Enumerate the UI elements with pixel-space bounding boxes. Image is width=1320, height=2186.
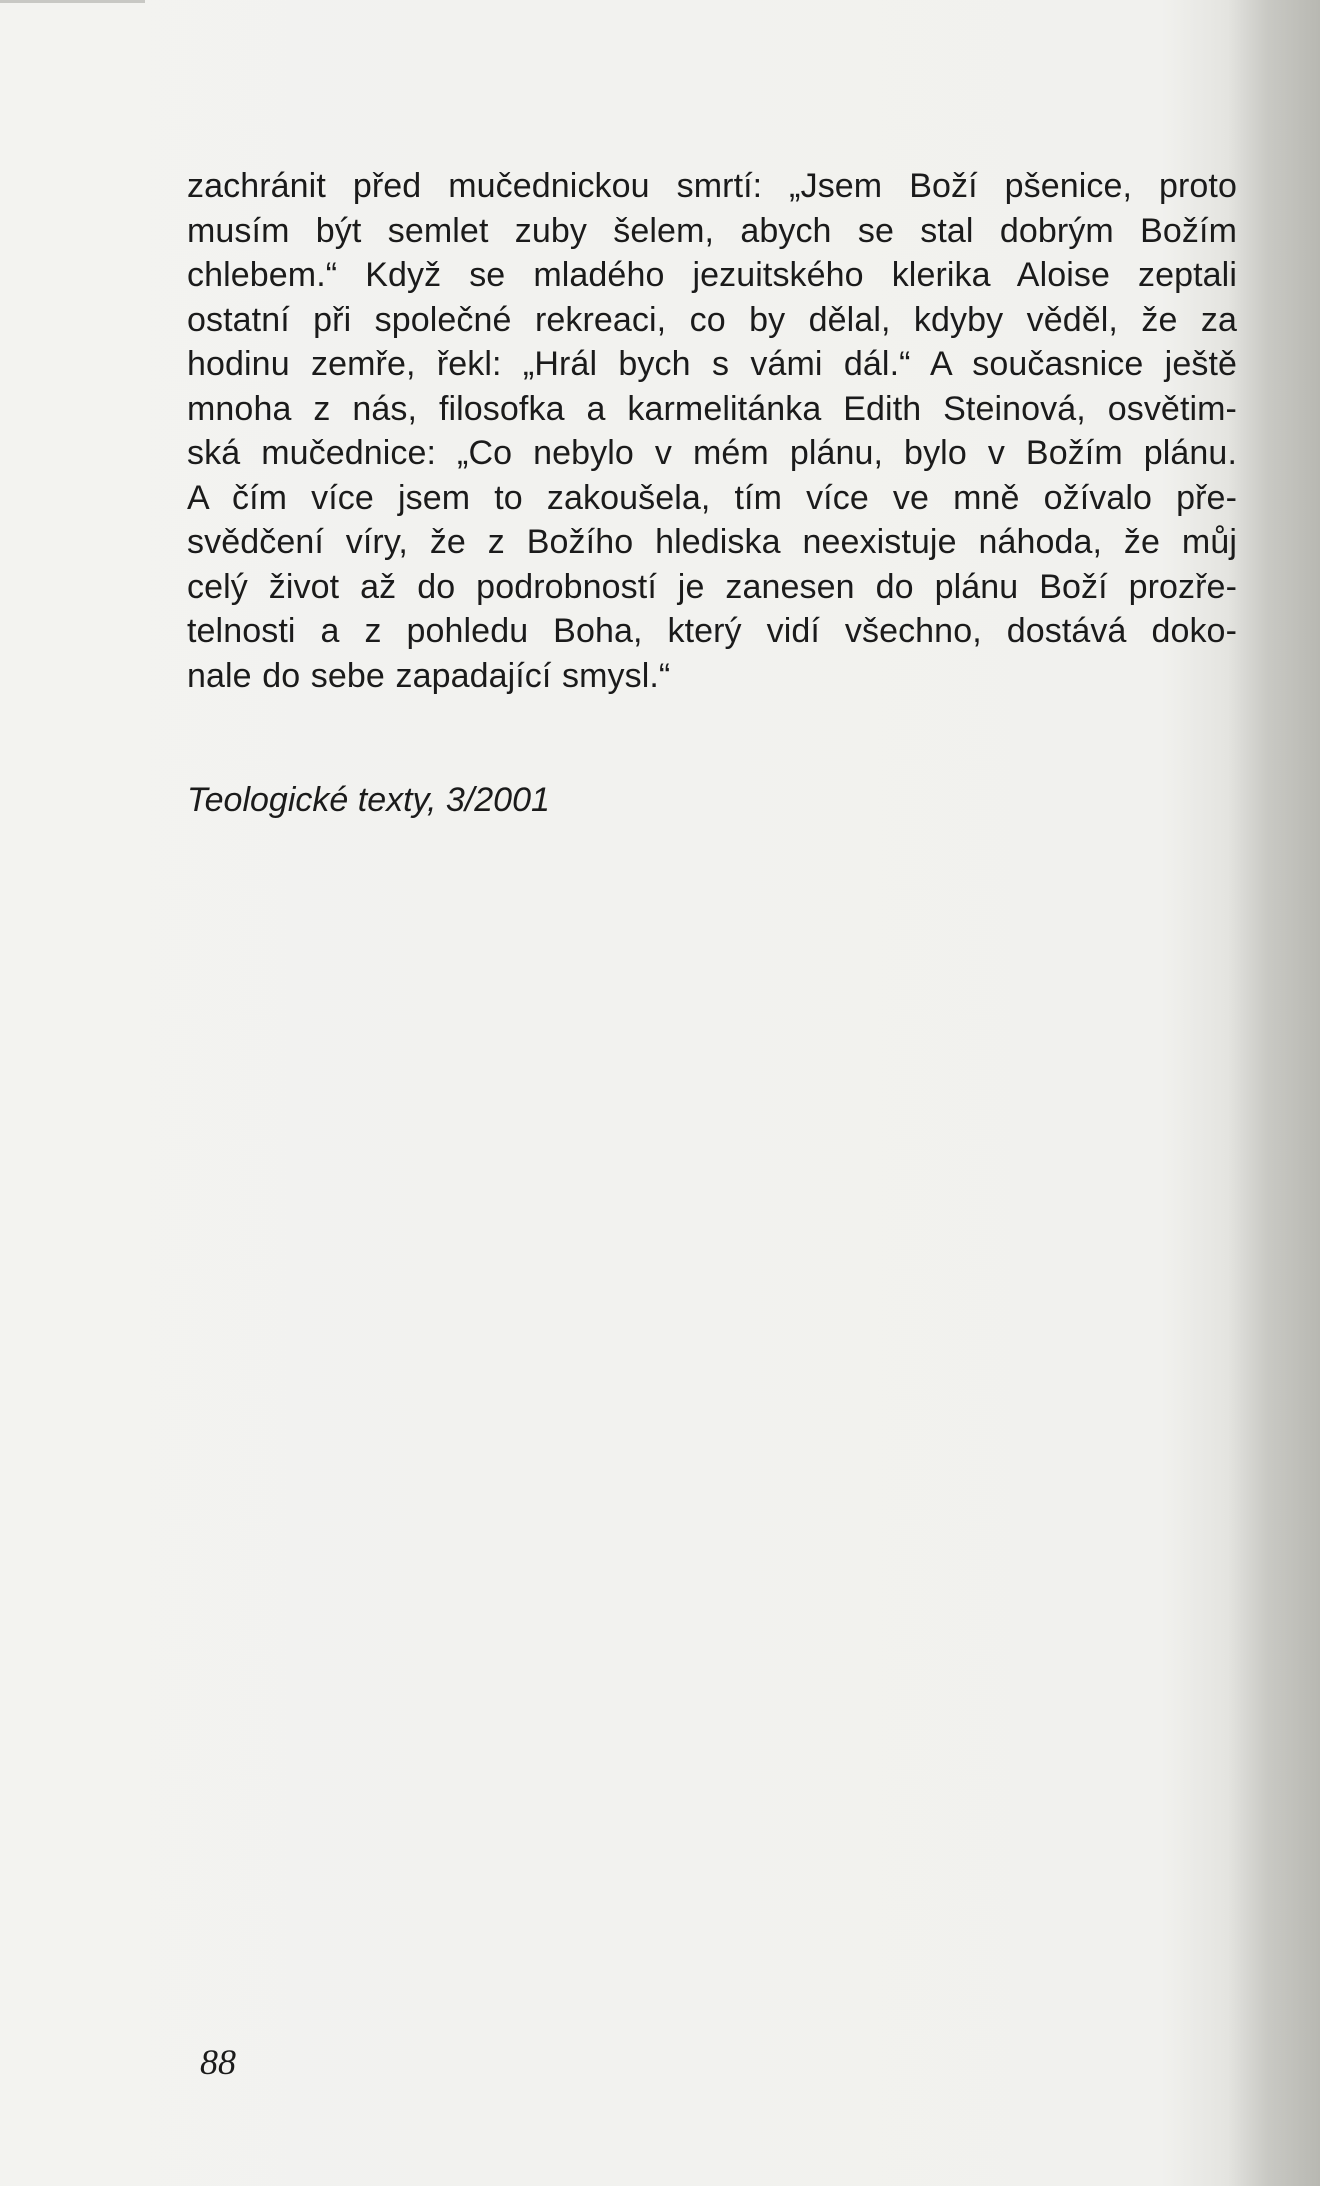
page-number: 88 xyxy=(200,2042,236,2082)
text-line: hodinu zemře, řekl: „Hrál bych s vámi dál.“ A současnice ještě xyxy=(187,345,1237,383)
body-text xyxy=(187,164,1237,698)
text-line: svědčení víry, že z Božího hlediska neexistuje náhoda, že můj xyxy=(187,523,1237,561)
text-line: celý život až do podrobností je zanesen do plánu Boží prozře- xyxy=(187,567,1237,606)
scan-edge-mark xyxy=(0,0,145,3)
text-line: zachránit před mučednickou smrtí: „Jsem Boží pšenice, proto xyxy=(187,167,1237,205)
text-line: mnoha z nás, filosofka a karmelitánka Edith Steinová, osvětim- xyxy=(187,389,1237,428)
text-line: chlebem.“ Když se mladého jezuitského klerika Aloise zeptali xyxy=(187,256,1237,294)
source-citation: Teologické texty, 3/2001 xyxy=(187,781,550,819)
text-line: ostatní při společné rekreaci, co by dělal, kdyby věděl, že za xyxy=(187,300,1237,339)
text-line: telnosti a z pohledu Boha, který vidí všechno, dostává doko- xyxy=(187,612,1237,650)
text-line: musím být semlet zuby šelem, abych se stal dobrým Božím xyxy=(187,211,1237,250)
text-line: A čím více jsem to zakoušela, tím více ve mně ožívalo pře- xyxy=(187,478,1237,517)
text-line: nale do sebe zapadající smysl.“ xyxy=(187,656,671,695)
text-line: ská mučednice: „Co nebylo v mém plánu, bylo v Božím plánu. xyxy=(187,434,1237,472)
